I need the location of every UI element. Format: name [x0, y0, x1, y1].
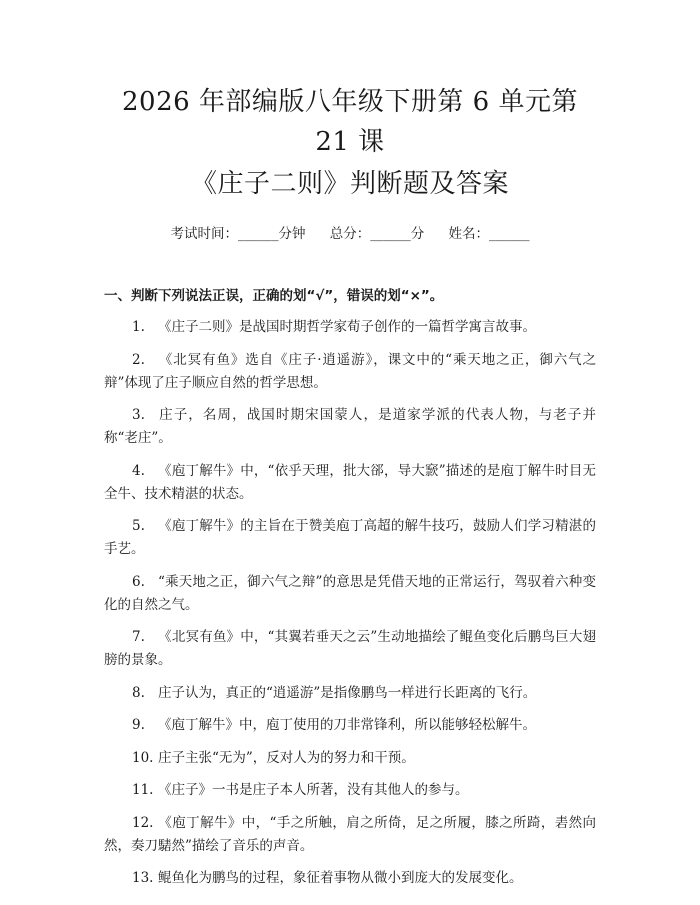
exam-score-field: 总分：______分 [329, 226, 425, 242]
question-number: 2. [132, 351, 145, 368]
question-text: 《庄子》一书是庄子本人所著，没有其他人的参与。 [158, 782, 469, 798]
question-number: 1. [132, 319, 145, 335]
question-item [104, 714, 596, 737]
document-title-line2: 《庄子二则》判断题及答案 [190, 169, 509, 199]
question-text: 庄子认为，真正的“逍遥游”是指像鹏鸟一样进行长距离的飞行。 [158, 684, 537, 701]
question-item [104, 682, 596, 705]
question-item [104, 571, 596, 617]
question-text: 《北冥有鱼》中，“其翼若垂天之云”生动地描绘了鲲鱼变化后鹏鸟巨大翅膀的景象。 [104, 629, 596, 668]
question-item [104, 626, 596, 672]
question-item [104, 515, 596, 561]
question-item [104, 779, 596, 802]
question-number: 11. [132, 782, 154, 798]
question-text: 《庄子二则》是战国时期哲学家荀子创作的一篇哲学寓言故事。 [158, 319, 536, 335]
question-list [104, 316, 596, 890]
question-item [104, 747, 596, 770]
question-item [104, 460, 596, 506]
exam-name-field: 姓名：______ [448, 226, 530, 242]
question-text: 庄子，名周，战国时期宋国蒙人，是道家学派的代表人物，与老子并称“老庄”。 [104, 407, 596, 446]
section-heading: 一、判断下列说法正误，正确的划“√”，错误的划“×”。 [104, 288, 444, 304]
question-number: 7. [132, 629, 145, 645]
question-item [104, 349, 596, 395]
question-number: 9. [132, 717, 145, 733]
question-number: 13. [132, 870, 154, 886]
question-text: 《庖丁解牛》的主旨在于赞美庖丁高超的解牛技巧，鼓励人们学习精湛的手艺。 [104, 518, 596, 557]
question-text: 《庖丁解牛》中，庖丁使用的刀非常锋利，所以能够轻松解牛。 [158, 717, 536, 733]
question-item [104, 404, 596, 450]
question-text: 《北冥有鱼》选自《庄子·逍遥游》，课文中的“乘天地之正，御六气之辩”体现了庄子顺应自然的哲学思想。 [104, 351, 596, 391]
question-text: 鲲鱼化为鹏鸟的过程，象征着事物从微小到庞大的发展变化。 [158, 870, 523, 886]
question-text: 《庖丁解牛》中，“手之所触，肩之所倚，足之所履，膝之所踦，砉然向然，奏刀騞然”描绘了音乐的声音。 [104, 814, 596, 854]
exam-info [104, 224, 596, 244]
question-number: 4. [132, 462, 145, 479]
question-text: 庄子主张“无为”，反对人为的努力和干预。 [158, 749, 415, 766]
document-title-line1: 2026 年部编版八年级下册第 6 单元第 21 课 [121, 87, 578, 157]
question-number: 3. [132, 407, 145, 423]
question-item [104, 812, 596, 858]
question-number: 10. [132, 749, 154, 766]
question-text: “乘天地之正，御六气之辩”的意思是凭借天地的正常运行，驾驭着六种变化的自然之气。 [104, 573, 596, 613]
question-item [104, 316, 596, 339]
question-number: 6. [132, 573, 145, 590]
question-number: 12. [132, 814, 154, 831]
question-number: 5. [132, 518, 145, 534]
question-text: 《庖丁解牛》中，“依乎天理，批大郤，导大窾”描述的是庖丁解牛时目无全牛、技术精湛的状态。 [104, 462, 596, 502]
question-number: 8. [132, 684, 145, 701]
exam-time-field: 考试时间：______分钟 [170, 226, 306, 242]
question-item [104, 867, 596, 890]
